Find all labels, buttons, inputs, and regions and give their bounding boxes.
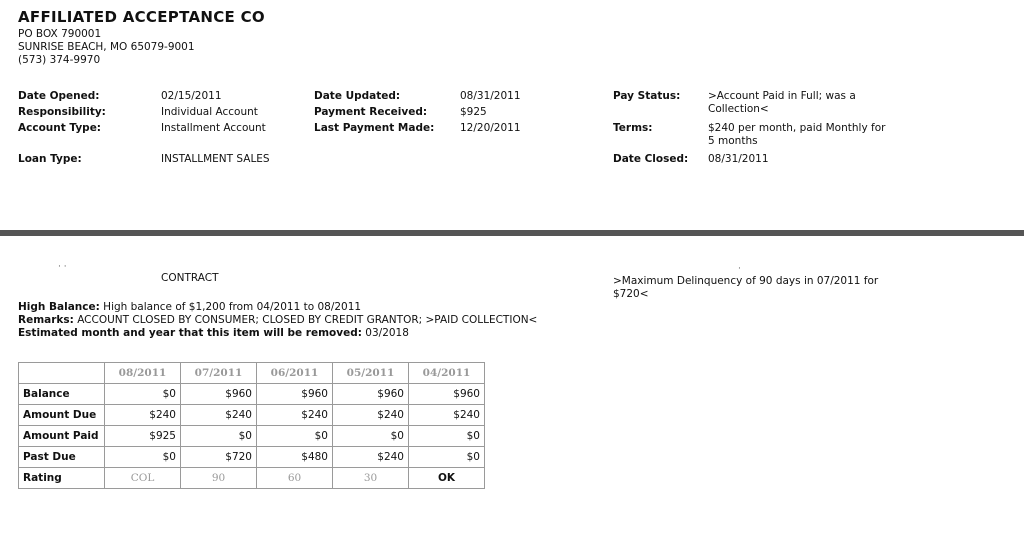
rating-cell: COL (105, 468, 181, 489)
table-cell: $240 (333, 405, 409, 426)
table-cell: $960 (181, 384, 257, 405)
pay-status-value: >Account Paid in Full; was a Collection< (708, 90, 856, 115)
table-header-blank (19, 363, 105, 384)
remarks-label: Remarks: (18, 314, 74, 326)
table-row-rating (19, 468, 485, 489)
table-cell: $0 (333, 426, 409, 447)
table-cell: $0 (409, 426, 485, 447)
table-cell: $240 (409, 405, 485, 426)
month-header: 05/2011 (333, 363, 409, 384)
table-header-row (19, 363, 485, 384)
removal-value: 03/2018 (365, 327, 409, 339)
table-row-balance (19, 384, 485, 405)
table-cell: $0 (409, 447, 485, 468)
max-delinquency: >Maximum Delinquency of 90 days in 07/2011 for $720< (613, 275, 879, 300)
table-cell: $960 (257, 384, 333, 405)
remarks-value: ACCOUNT CLOSED BY CONSUMER; CLOSED BY CREDIT GRANTOR; >PAID COLLECTION< (77, 314, 538, 326)
contract-label: CONTRACT (161, 272, 219, 284)
date-closed-label: Date Closed: (613, 153, 689, 165)
table-row-amount-paid (19, 426, 485, 447)
high-balance-line (18, 301, 361, 313)
payment-received-label: Payment Received: (314, 106, 428, 118)
table-cell: $240 (105, 405, 181, 426)
table-cell: $925 (105, 426, 181, 447)
table-cell: $240 (181, 405, 257, 426)
payment-history-table (18, 362, 485, 489)
date-closed-value: 08/31/2011 (708, 153, 769, 165)
high-balance-value: High balance of $1,200 from 04/2011 to 08/2011 (103, 301, 362, 313)
creditor-address-line1: PO BOX 790001 (18, 28, 102, 40)
remarks-line (18, 314, 537, 326)
date-opened-label: Date Opened: (18, 90, 100, 102)
section-divider (0, 230, 1024, 236)
pay-status-label: Pay Status: (613, 90, 681, 102)
month-header: 04/2011 (409, 363, 485, 384)
row-label: Amount Due (19, 405, 105, 426)
row-label: Rating (19, 468, 105, 489)
last-payment-value: 12/20/2011 (460, 122, 521, 134)
date-opened-value: 02/15/2011 (161, 90, 222, 102)
loan-type-label: Loan Type: (18, 153, 82, 165)
high-balance-label: High Balance: (18, 301, 100, 313)
rating-cell: 60 (257, 468, 333, 489)
table-cell: $720 (181, 447, 257, 468)
row-label: Past Due (19, 447, 105, 468)
table-cell: $480 (257, 447, 333, 468)
account-type-value: Installment Account (161, 122, 266, 134)
month-header: 08/2011 (105, 363, 181, 384)
rating-cell: 90 (181, 468, 257, 489)
table-cell: $0 (257, 426, 333, 447)
account-type-label: Account Type: (18, 122, 102, 134)
removal-label: Estimated month and year that this item will be removed: (18, 327, 362, 339)
loan-type-value: INSTALLMENT SALES (161, 153, 270, 165)
terms-value: $240 per month, paid Monthly for 5 months (708, 122, 886, 147)
responsibility-label: Responsibility: (18, 106, 106, 118)
table-cell: $240 (257, 405, 333, 426)
table-row-past-due (19, 447, 485, 468)
creditor-phone: (573) 374-9970 (18, 54, 101, 66)
date-updated-value: 08/31/2011 (460, 90, 521, 102)
removal-line (18, 327, 409, 339)
row-label: Balance (19, 384, 105, 405)
table-row-amount-due (19, 405, 485, 426)
faint-dots-left: · · (58, 262, 67, 272)
responsibility-value: Individual Account (161, 106, 258, 118)
faint-dots-right: · (738, 264, 741, 274)
row-label: Amount Paid (19, 426, 105, 447)
table-cell: $0 (181, 426, 257, 447)
date-updated-label: Date Updated: (314, 90, 401, 102)
table-cell: $960 (333, 384, 409, 405)
table-cell: $240 (333, 447, 409, 468)
rating-cell: OK (409, 468, 485, 489)
month-header: 06/2011 (257, 363, 333, 384)
terms-label: Terms: (613, 122, 653, 134)
rating-cell: 30 (333, 468, 409, 489)
creditor-address-line2: SUNRISE BEACH, MO 65079-9001 (18, 41, 195, 53)
table-cell: $0 (105, 447, 181, 468)
month-header: 07/2011 (181, 363, 257, 384)
table-cell: $960 (409, 384, 485, 405)
last-payment-label: Last Payment Made: (314, 122, 435, 134)
payment-received-value: $925 (460, 106, 487, 118)
table-cell: $0 (105, 384, 181, 405)
creditor-name: AFFILIATED ACCEPTANCE CO (18, 8, 265, 26)
